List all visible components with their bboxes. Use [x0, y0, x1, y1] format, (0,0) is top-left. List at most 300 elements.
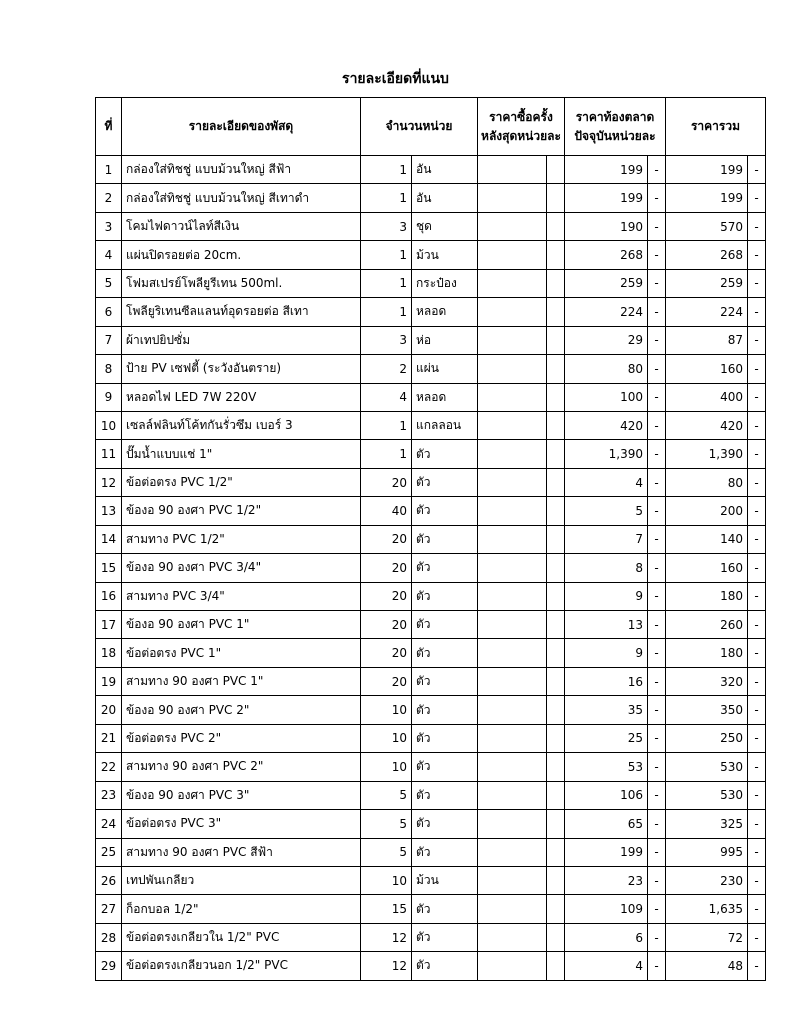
total-price-dash: - — [748, 383, 766, 411]
table-row — [96, 923, 766, 951]
market-price-value: 1,390 — [565, 440, 648, 468]
total-price-value: 48 — [666, 952, 748, 980]
last-price-value — [478, 696, 547, 724]
last-price-value — [478, 923, 547, 951]
total-price-dash: - — [748, 753, 766, 781]
total-price-value: 420 — [666, 411, 748, 439]
total-price-dash: - — [748, 554, 766, 582]
table-row — [96, 241, 766, 269]
last-price-dash — [547, 383, 565, 411]
total-price-dash: - — [748, 810, 766, 838]
item-description: สามทาง PVC 3/4" — [122, 582, 361, 610]
last-price-value — [478, 781, 547, 809]
item-quantity: 3 — [361, 212, 412, 240]
total-price-dash: - — [748, 156, 766, 184]
market-price-value: 190 — [565, 212, 648, 240]
last-price-value — [478, 383, 547, 411]
total-price-dash: - — [748, 269, 766, 297]
last-price-value — [478, 355, 547, 383]
total-price-dash: - — [748, 724, 766, 752]
total-price-dash: - — [748, 923, 766, 951]
last-price-value — [478, 298, 547, 326]
item-quantity: 12 — [361, 952, 412, 980]
market-price-value: 35 — [565, 696, 648, 724]
table-row — [96, 156, 766, 184]
item-unit: ตัว — [412, 781, 478, 809]
total-price-dash: - — [748, 184, 766, 212]
total-price-value: 180 — [666, 582, 748, 610]
last-price-dash — [547, 269, 565, 297]
market-price-value: 80 — [565, 355, 648, 383]
table-row — [96, 184, 766, 212]
last-price-value — [478, 895, 547, 923]
last-price-value — [478, 724, 547, 752]
total-price-value: 530 — [666, 753, 748, 781]
item-description: ข้อต่อตรง PVC 1" — [122, 639, 361, 667]
last-price-value — [478, 582, 547, 610]
header-total: ราคารวม — [666, 98, 766, 156]
total-price-value: 250 — [666, 724, 748, 752]
market-price-dash: - — [648, 696, 666, 724]
table-row — [96, 753, 766, 781]
market-price-value: 8 — [565, 554, 648, 582]
item-description: กล่องใส่ทิชชู่ แบบม้วนใหญ่ สีฟ้า — [122, 156, 361, 184]
total-price-value: 1,635 — [666, 895, 748, 923]
last-price-dash — [547, 554, 565, 582]
item-quantity: 15 — [361, 895, 412, 923]
market-price-value: 268 — [565, 241, 648, 269]
market-price-dash: - — [648, 611, 666, 639]
market-price-value: 7 — [565, 525, 648, 553]
item-quantity: 20 — [361, 525, 412, 553]
total-price-value: 87 — [666, 326, 748, 354]
item-description: ข้อต่อตรง PVC 2" — [122, 724, 361, 752]
item-description: ข้องอ 90 องศา PVC 2" — [122, 696, 361, 724]
last-price-dash — [547, 440, 565, 468]
last-price-value — [478, 326, 547, 354]
total-price-dash: - — [748, 355, 766, 383]
item-unit: ตัว — [412, 554, 478, 582]
last-price-value — [478, 241, 547, 269]
market-price-value: 100 — [565, 383, 648, 411]
last-price-dash — [547, 866, 565, 894]
table-row — [96, 554, 766, 582]
last-price-value — [478, 866, 547, 894]
last-price-dash — [547, 212, 565, 240]
item-description: โคมไฟดาวน์ไลท์สีเงิน — [122, 212, 361, 240]
table-row — [96, 611, 766, 639]
item-unit: ม้วน — [412, 241, 478, 269]
item-quantity: 1 — [361, 440, 412, 468]
item-quantity: 3 — [361, 326, 412, 354]
header-market-price — [565, 98, 666, 156]
row-number: 12 — [96, 468, 122, 496]
market-price-value: 420 — [565, 411, 648, 439]
market-price-value: 29 — [565, 326, 648, 354]
last-price-value — [478, 269, 547, 297]
last-price-value — [478, 810, 547, 838]
table-row — [96, 298, 766, 326]
market-price-value: 199 — [565, 184, 648, 212]
row-number: 20 — [96, 696, 122, 724]
header-market-price-line1: ราคาท้องตลาด — [575, 109, 655, 124]
item-unit: ตัว — [412, 838, 478, 866]
total-price-dash: - — [748, 525, 766, 553]
table-row — [96, 326, 766, 354]
item-quantity: 1 — [361, 269, 412, 297]
market-price-value: 25 — [565, 724, 648, 752]
table-row — [96, 582, 766, 610]
row-number: 3 — [96, 212, 122, 240]
total-price-value: 1,390 — [666, 440, 748, 468]
table-row — [96, 212, 766, 240]
item-quantity: 10 — [361, 696, 412, 724]
table-row — [96, 895, 766, 923]
last-price-dash — [547, 326, 565, 354]
item-description: ข้อต่อตรง PVC 3" — [122, 810, 361, 838]
table-body — [96, 156, 766, 981]
last-price-dash — [547, 952, 565, 980]
item-unit: ตัว — [412, 582, 478, 610]
total-price-value: 350 — [666, 696, 748, 724]
total-price-value: 320 — [666, 667, 748, 695]
item-description: เทปพันเกลียว — [122, 866, 361, 894]
row-number: 18 — [96, 639, 122, 667]
last-price-dash — [547, 667, 565, 695]
item-description: ข้อต่อตรง PVC 1/2" — [122, 468, 361, 496]
total-price-value: 325 — [666, 810, 748, 838]
market-price-dash: - — [648, 497, 666, 525]
last-price-dash — [547, 611, 565, 639]
item-quantity: 12 — [361, 923, 412, 951]
table-row — [96, 810, 766, 838]
row-number: 19 — [96, 667, 122, 695]
header-last-price-line2: หลังสุดหน่วยละ — [481, 128, 561, 143]
total-price-value: 530 — [666, 781, 748, 809]
total-price-dash: - — [748, 326, 766, 354]
last-price-value — [478, 411, 547, 439]
last-price-dash — [547, 838, 565, 866]
row-number: 8 — [96, 355, 122, 383]
last-price-dash — [547, 810, 565, 838]
header-description: รายละเอียดของพัสดุ — [122, 98, 361, 156]
row-number: 13 — [96, 497, 122, 525]
market-price-value: 4 — [565, 952, 648, 980]
table-row — [96, 838, 766, 866]
item-quantity: 20 — [361, 639, 412, 667]
total-price-dash: - — [748, 639, 766, 667]
item-unit: ตัว — [412, 440, 478, 468]
item-description: กล่องใส่ทิชชู่ แบบม้วนใหญ่ สีเทาดำ — [122, 184, 361, 212]
item-quantity: 1 — [361, 241, 412, 269]
total-price-dash: - — [748, 468, 766, 496]
market-price-dash: - — [648, 866, 666, 894]
row-number: 17 — [96, 611, 122, 639]
market-price-dash: - — [648, 326, 666, 354]
market-price-dash: - — [648, 212, 666, 240]
item-quantity: 1 — [361, 156, 412, 184]
last-price-dash — [547, 724, 565, 752]
last-price-value — [478, 838, 547, 866]
last-price-dash — [547, 895, 565, 923]
row-number: 23 — [96, 781, 122, 809]
row-number: 14 — [96, 525, 122, 553]
item-description: สามทาง PVC 1/2" — [122, 525, 361, 553]
market-price-dash: - — [648, 184, 666, 212]
last-price-dash — [547, 184, 565, 212]
row-number: 5 — [96, 269, 122, 297]
table-row — [96, 269, 766, 297]
total-price-value: 199 — [666, 156, 748, 184]
header-no: ที่ — [96, 98, 122, 156]
market-price-value: 5 — [565, 497, 648, 525]
item-unit: ตัว — [412, 895, 478, 923]
total-price-dash: - — [748, 667, 766, 695]
market-price-value: 224 — [565, 298, 648, 326]
table-row — [96, 866, 766, 894]
item-description: สามทาง 90 องศา PVC สีฟ้า — [122, 838, 361, 866]
total-price-value: 199 — [666, 184, 748, 212]
row-number: 11 — [96, 440, 122, 468]
table-row — [96, 440, 766, 468]
header-last-purchase-price — [478, 98, 565, 156]
row-number: 10 — [96, 411, 122, 439]
item-quantity: 10 — [361, 753, 412, 781]
last-price-value — [478, 440, 547, 468]
total-price-value: 80 — [666, 468, 748, 496]
market-price-value: 106 — [565, 781, 648, 809]
table-row — [96, 468, 766, 496]
total-price-value: 72 — [666, 923, 748, 951]
last-price-value — [478, 611, 547, 639]
item-quantity: 40 — [361, 497, 412, 525]
table-row — [96, 411, 766, 439]
item-unit: ตัว — [412, 753, 478, 781]
market-price-dash: - — [648, 838, 666, 866]
total-price-dash: - — [748, 298, 766, 326]
table-row — [96, 724, 766, 752]
item-description: ก็อกบอล 1/2" — [122, 895, 361, 923]
item-unit: แผ่น — [412, 355, 478, 383]
last-price-value — [478, 156, 547, 184]
last-price-dash — [547, 781, 565, 809]
table-row — [96, 525, 766, 553]
table-header-row — [96, 98, 766, 156]
row-number: 7 — [96, 326, 122, 354]
last-price-dash — [547, 468, 565, 496]
table-row — [96, 696, 766, 724]
total-price-value: 224 — [666, 298, 748, 326]
item-unit: ตัว — [412, 724, 478, 752]
item-unit: ชุด — [412, 212, 478, 240]
header-quantity-unit: จำนวนหน่วย — [361, 98, 478, 156]
last-price-dash — [547, 156, 565, 184]
market-price-value: 199 — [565, 156, 648, 184]
item-unit: กระป๋อง — [412, 269, 478, 297]
last-price-dash — [547, 497, 565, 525]
row-number: 27 — [96, 895, 122, 923]
item-quantity: 1 — [361, 184, 412, 212]
item-quantity: 20 — [361, 554, 412, 582]
row-number: 15 — [96, 554, 122, 582]
total-price-dash: - — [748, 838, 766, 866]
last-price-value — [478, 753, 547, 781]
item-quantity: 1 — [361, 411, 412, 439]
item-description: ข้องอ 90 องศา PVC 1/2" — [122, 497, 361, 525]
item-quantity: 20 — [361, 667, 412, 695]
market-price-value: 9 — [565, 639, 648, 667]
market-price-value: 109 — [565, 895, 648, 923]
item-quantity: 10 — [361, 724, 412, 752]
row-number: 29 — [96, 952, 122, 980]
market-price-dash: - — [648, 468, 666, 496]
item-quantity: 4 — [361, 383, 412, 411]
market-price-value: 53 — [565, 753, 648, 781]
row-number: 25 — [96, 838, 122, 866]
last-price-value — [478, 554, 547, 582]
market-price-dash: - — [648, 355, 666, 383]
market-price-dash: - — [648, 298, 666, 326]
item-description: ป้าย PV เซฟตี้ (ระวังอันตราย) — [122, 355, 361, 383]
last-price-dash — [547, 639, 565, 667]
total-price-value: 230 — [666, 866, 748, 894]
total-price-value: 268 — [666, 241, 748, 269]
item-description: ปั๊มน้ำแบบแช่ 1" — [122, 440, 361, 468]
market-price-dash: - — [648, 156, 666, 184]
last-price-dash — [547, 298, 565, 326]
table-row — [96, 497, 766, 525]
item-description: หลอดไฟ LED 7W 220V — [122, 383, 361, 411]
item-quantity: 1 — [361, 298, 412, 326]
last-price-dash — [547, 241, 565, 269]
market-price-dash: - — [648, 383, 666, 411]
last-price-value — [478, 468, 547, 496]
item-description: เซลล์ฟลินท์โค้ทกันรั่วซึม เบอร์ 3 — [122, 411, 361, 439]
total-price-dash: - — [748, 582, 766, 610]
last-price-dash — [547, 525, 565, 553]
page-title: รายละเอียดที่แนบ — [342, 71, 449, 87]
market-price-value: 23 — [565, 866, 648, 894]
market-price-dash: - — [648, 753, 666, 781]
market-price-value: 4 — [565, 468, 648, 496]
table-row — [96, 952, 766, 980]
last-price-value — [478, 639, 547, 667]
item-unit: ตัว — [412, 952, 478, 980]
market-price-dash: - — [648, 724, 666, 752]
last-price-value — [478, 497, 547, 525]
item-quantity: 2 — [361, 355, 412, 383]
total-price-dash: - — [748, 895, 766, 923]
market-price-dash: - — [648, 810, 666, 838]
row-number: 6 — [96, 298, 122, 326]
item-unit: ม้วน — [412, 866, 478, 894]
market-price-value: 13 — [565, 611, 648, 639]
item-description: ข้อต่อตรงเกลียวใน 1/2" PVC — [122, 923, 361, 951]
item-unit: ตัว — [412, 667, 478, 695]
market-price-value: 16 — [565, 667, 648, 695]
market-price-dash: - — [648, 554, 666, 582]
total-price-dash: - — [748, 497, 766, 525]
item-description: ผ้าเทปยิปซั่ม — [122, 326, 361, 354]
row-number: 16 — [96, 582, 122, 610]
total-price-value: 160 — [666, 355, 748, 383]
market-price-dash: - — [648, 895, 666, 923]
item-unit: อัน — [412, 156, 478, 184]
market-price-dash: - — [648, 667, 666, 695]
total-price-dash: - — [748, 866, 766, 894]
item-description: ข้องอ 90 องศา PVC 3/4" — [122, 554, 361, 582]
item-description: ข้อต่อตรงเกลียวนอก 1/2" PVC — [122, 952, 361, 980]
market-price-dash: - — [648, 582, 666, 610]
row-number: 2 — [96, 184, 122, 212]
total-price-value: 259 — [666, 269, 748, 297]
table-row — [96, 383, 766, 411]
row-number: 1 — [96, 156, 122, 184]
table-row — [96, 355, 766, 383]
market-price-value: 259 — [565, 269, 648, 297]
item-quantity: 5 — [361, 838, 412, 866]
market-price-value: 9 — [565, 582, 648, 610]
row-number: 22 — [96, 753, 122, 781]
row-number: 26 — [96, 866, 122, 894]
total-price-value: 180 — [666, 639, 748, 667]
item-description: ข้องอ 90 องศา PVC 3" — [122, 781, 361, 809]
item-description: โพลียูริเทนซีลแลนท์อุดรอยต่อ สีเทา — [122, 298, 361, 326]
last-price-dash — [547, 355, 565, 383]
market-price-dash: - — [648, 269, 666, 297]
item-description: ข้องอ 90 องศา PVC 1" — [122, 611, 361, 639]
last-price-dash — [547, 582, 565, 610]
item-description: แผ่นปิดรอยต่อ 20cm. — [122, 241, 361, 269]
total-price-value: 995 — [666, 838, 748, 866]
total-price-dash: - — [748, 696, 766, 724]
item-quantity: 20 — [361, 468, 412, 496]
last-price-dash — [547, 923, 565, 951]
item-unit: หลอด — [412, 298, 478, 326]
total-price-value: 140 — [666, 525, 748, 553]
item-unit: ตัว — [412, 468, 478, 496]
item-unit: ตัว — [412, 696, 478, 724]
header-market-price-line2: ปัจจุบันหน่วยละ — [574, 128, 656, 143]
market-price-dash: - — [648, 781, 666, 809]
last-price-value — [478, 525, 547, 553]
item-unit: แกลลอน — [412, 411, 478, 439]
last-price-dash — [547, 696, 565, 724]
item-quantity: 5 — [361, 781, 412, 809]
total-price-value: 160 — [666, 554, 748, 582]
item-description: สามทาง 90 องศา PVC 2" — [122, 753, 361, 781]
total-price-value: 200 — [666, 497, 748, 525]
item-unit: ตัว — [412, 497, 478, 525]
table-row — [96, 639, 766, 667]
total-price-dash: - — [748, 611, 766, 639]
market-price-dash: - — [648, 241, 666, 269]
header-last-price-line1: ราคาซื้อครั้ง — [489, 109, 553, 124]
market-price-dash: - — [648, 923, 666, 951]
item-unit: ตัว — [412, 525, 478, 553]
table-row — [96, 781, 766, 809]
row-number: 28 — [96, 923, 122, 951]
items-table — [95, 97, 766, 981]
market-price-value: 65 — [565, 810, 648, 838]
market-price-dash: - — [648, 952, 666, 980]
item-quantity: 20 — [361, 611, 412, 639]
item-unit: หลอด — [412, 383, 478, 411]
total-price-value: 260 — [666, 611, 748, 639]
total-price-value: 570 — [666, 212, 748, 240]
item-quantity: 10 — [361, 866, 412, 894]
market-price-value: 6 — [565, 923, 648, 951]
